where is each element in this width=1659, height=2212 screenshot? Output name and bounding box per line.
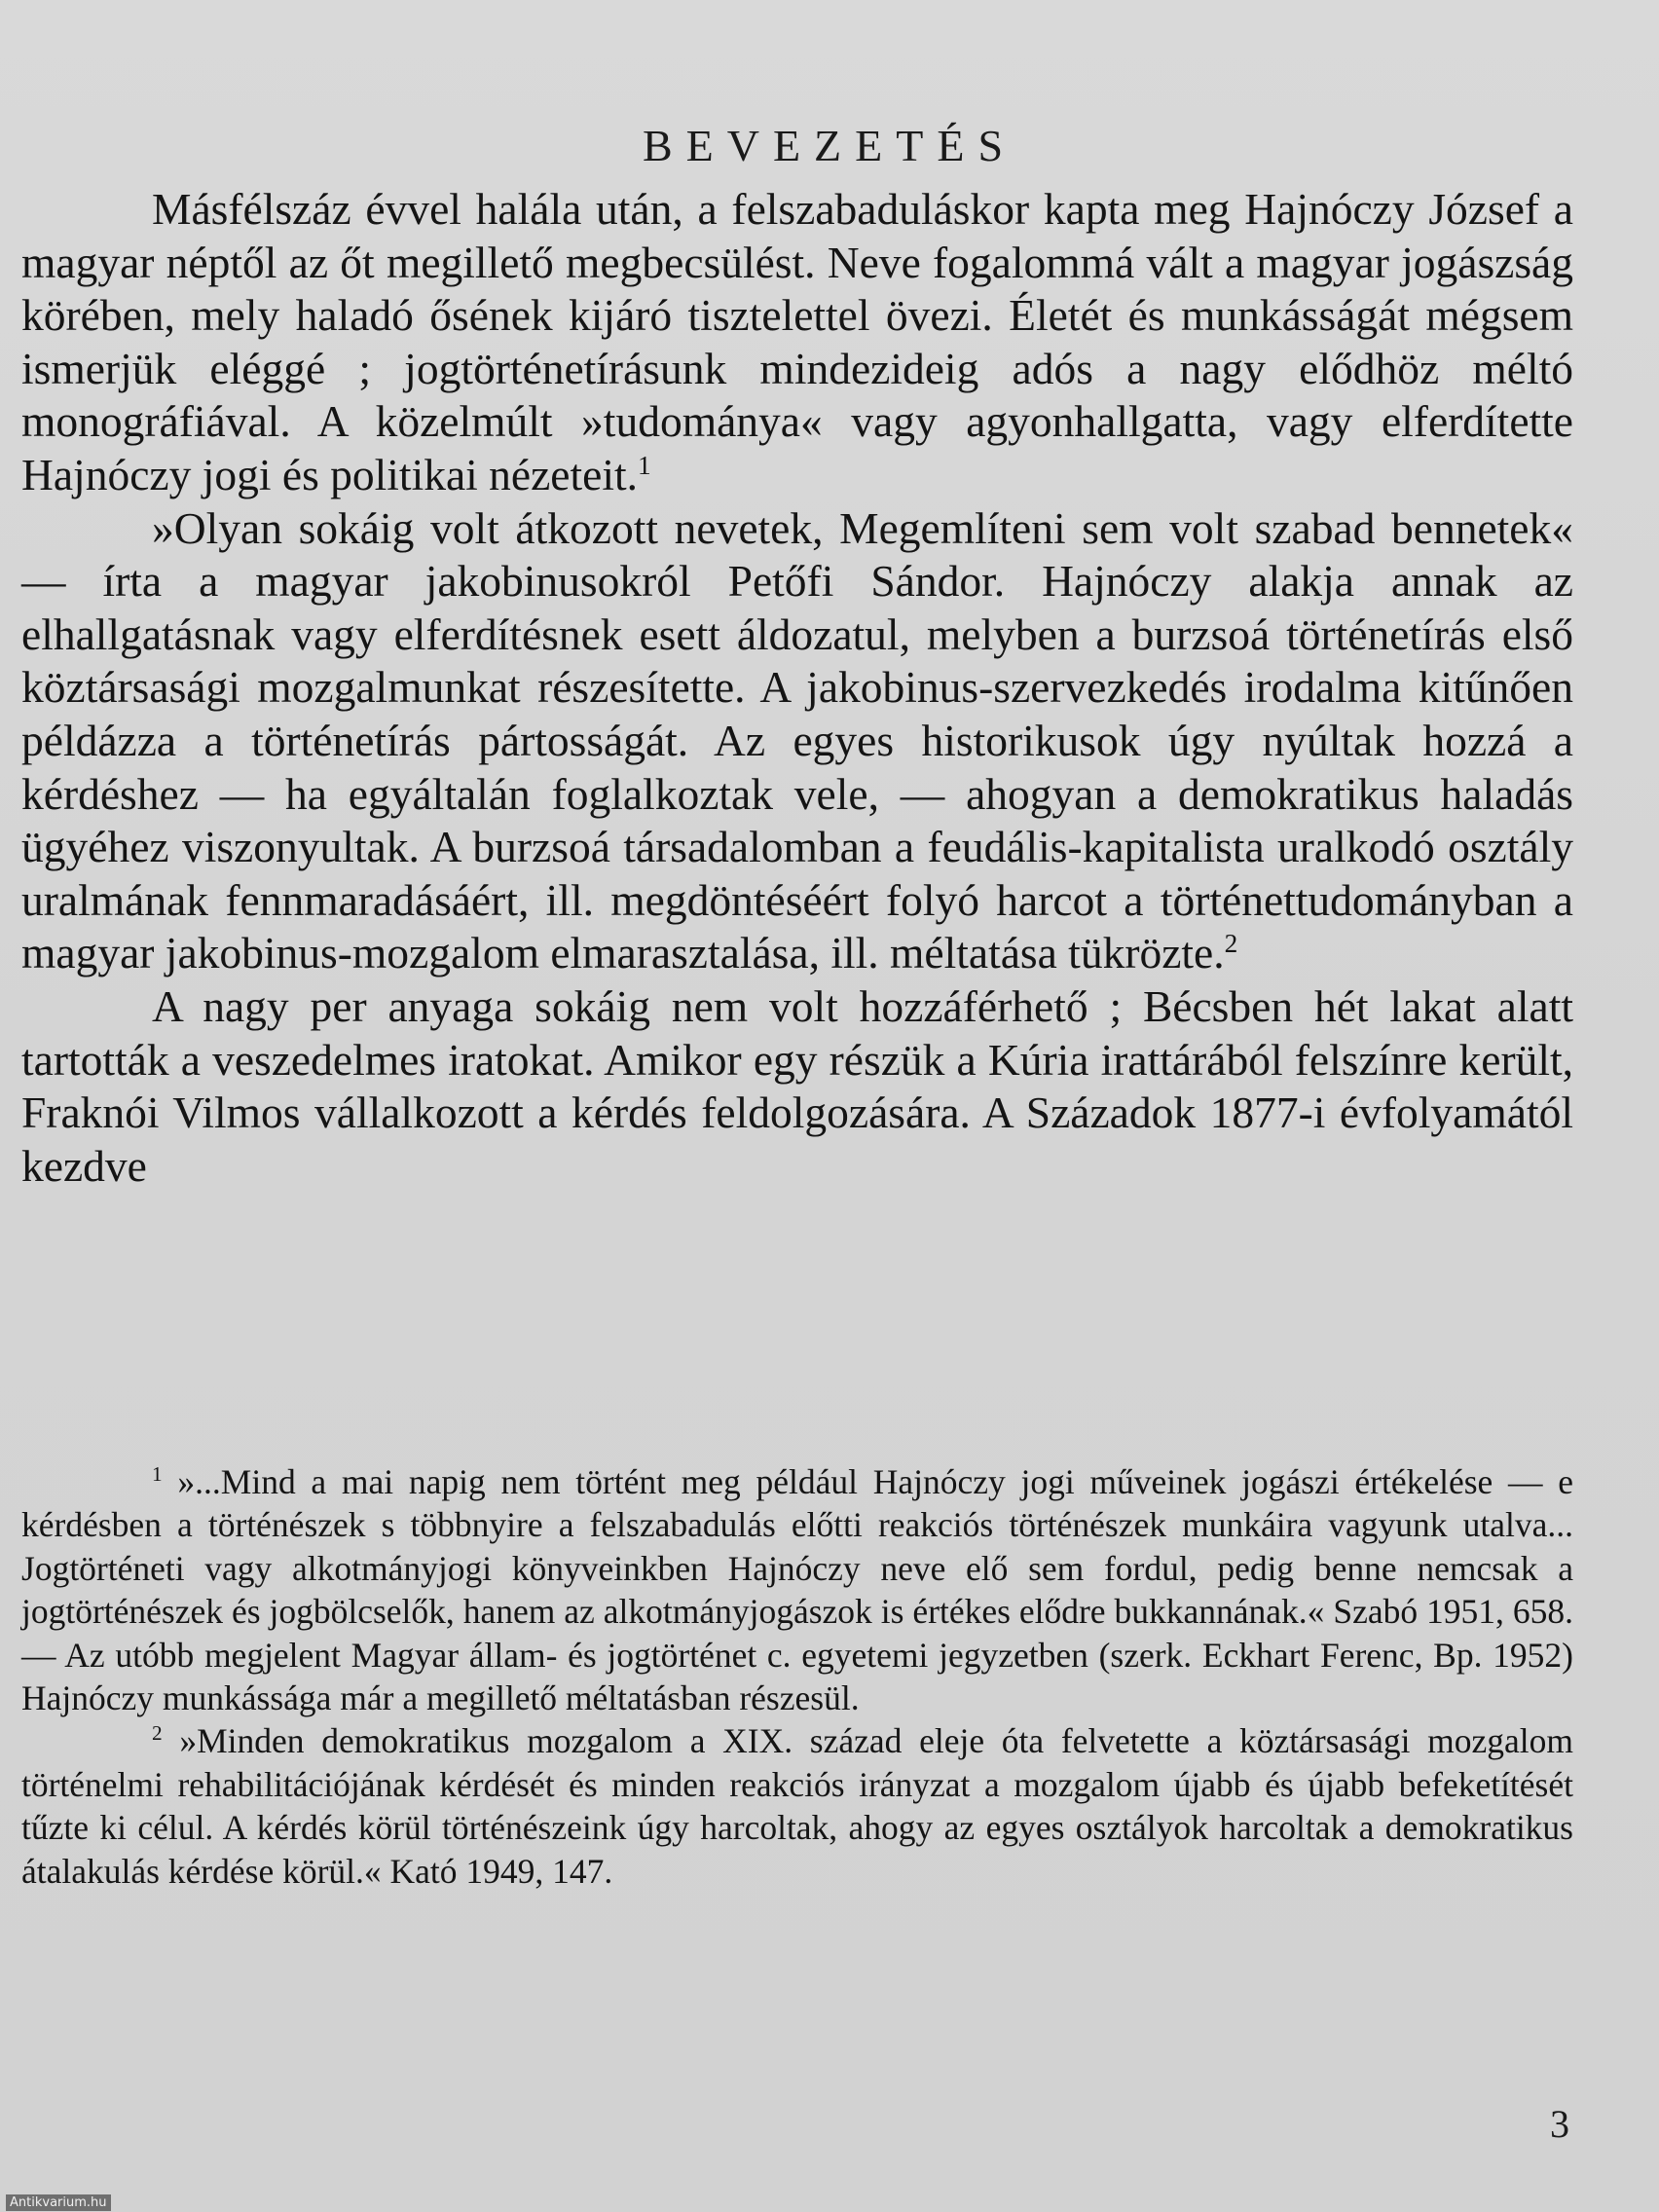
paragraph-3 <box>21 980 1573 1193</box>
footnotes <box>21 1460 1573 1893</box>
watermark: Antikvarium.hu <box>6 2194 111 2211</box>
page-title: BEVEZETÉS <box>642 120 1017 170</box>
footnote-mark-1: 1 <box>152 1462 163 1487</box>
footnote-1-text: »...Mind a mai napig nem történt meg például Hajnóczy jogi műveinek jogászi értékelése — e kérdésben a történészek s többnyire a felszabadulás előtti reakciós történészek munkáira vagyunk utalva... Jogtörténeti vagy alkotmányjogi könyveinkben Hajnóczy neve elő sem fordul, pedig benne nemcsak a jogtörténészek és jogbölcselők, hanem az alkotmányjogászok is értékes elődre bukkannának.« Szabó 1951, 658. — Az utóbb megjelent Magyar állam- és jogtörténet c. egyetemi jegyzetben (szerk. Eckhart Ferenc, Bp. 1952) Hajnóczy munkássága már a megillető méltatásban részesül. <box>21 1462 1573 1718</box>
footnote-ref-1: 1 <box>638 450 651 480</box>
footnote-1 <box>21 1460 1573 1719</box>
footnote-ref-2: 2 <box>1224 929 1238 959</box>
footnote-2-text: »Minden demokratikus mozgalom a XIX. század eleje óta felvetette a köztársasági mozgalom történelmi rehabilitációjának kérdését és minden reakciós irányzat a mozgalom újabb és újabb befeketítését tűzte ki célul. A kérdés körül történészeink úgy harcoltak, ahogy az egyes osztályok harcoltak a demokratikus átalakulás kérdése körül.« Kató 1949, 147. <box>21 1721 1574 1891</box>
footnote-mark-2: 2 <box>152 1721 163 1746</box>
paragraph-1-text: Másfélszáz évvel halála után, a felszabaduláskor kapta meg Hajnóczy József a magyar néptől az őt megillető megbecsülést. Neve fogalommá vált a magyar jogászság körében, mely haladó ősének kijáró tisztelettel övezi. Életét és munkásságát mégsem ismerjük eléggé ; jogtörténetírásunk mindezideig adós a nagy elődhöz méltó monográfiával. A közelmúlt »tudománya« vagy agyonhallgatta, vagy elferdítette Hajnóczy jogi és politikai nézeteit. <box>21 184 1573 499</box>
paragraph-2-text: »Olyan sokáig volt átkozott nevetek, Megemlíteni sem volt szabad bennetek« — írta a magyar jakobinusokról Petőfi Sándor. Hajnóczy alakja annak az elhallgatásnak vagy elferdítésnek esett áldozatul, melyben a burzsoá történetírás első köztársasági mozgalmunkat részesítette. A jakobinus-szervezkedés irodalma kitűnően példázza a történetírás pártosságát. Az egyes historikusok úgy nyúltak hozzá a kérdéshez — ha egyáltalán foglalkoztak vele, — ahogyan a demokratikus haladás ügyéhez viszonyultak. A burzsoá társadalomban a feudális-kapitalista uralkodó osztály uralmának fennmaradásáért, ill. megdöntéséért folyó harcot a történettudományban a magyar jakobinus-mozgalom elmarasztalása, ill. méltatása tükrözte. <box>21 502 1573 978</box>
paragraph-2 <box>21 502 1573 980</box>
main-text <box>21 183 1573 1193</box>
footnote-2 <box>21 1719 1573 1893</box>
paragraph-3-text: A nagy per anyaga sokáig nem volt hozzáférhető ; Bécsben hét lakat alatt tartották a veszedelmes iratokat. Amikor egy részük a Kúria irattárából felszínre került, Fraknói Vilmos vállalkozott a kérdés feldolgozására. A Századok 1877-i évfolyamától kezdve <box>21 980 1573 1191</box>
paragraph-1 <box>21 183 1573 502</box>
page-number: 3 <box>1550 2102 1569 2146</box>
